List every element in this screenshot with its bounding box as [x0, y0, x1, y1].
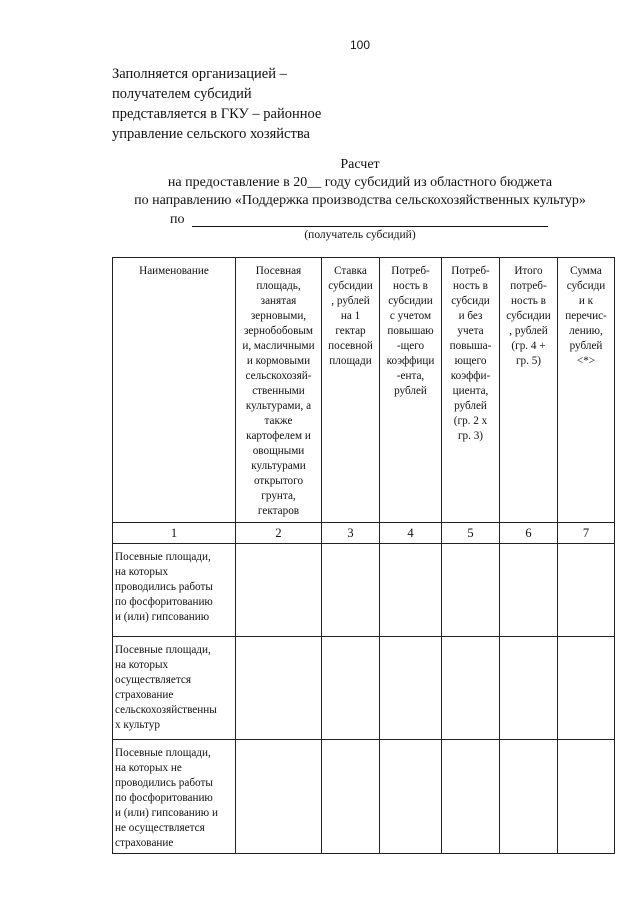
cell-line: субсиди: [451, 295, 490, 307]
cell-line: грунта,: [261, 490, 296, 502]
cell-line: Наименование: [139, 265, 209, 277]
cell-line: ность в: [393, 280, 428, 292]
empty-cell: [500, 544, 558, 637]
cell-line: культурами, а: [245, 400, 312, 412]
column-header: [558, 258, 615, 523]
empty-cell: [500, 637, 558, 740]
column-header: [380, 258, 442, 523]
empty-cell: [500, 740, 558, 854]
cell-line: и кормовыми: [246, 355, 311, 367]
cell-line: осуществляется: [115, 674, 191, 686]
cell-line: проводились работы: [115, 777, 213, 789]
cell-line: Потреб-: [391, 265, 430, 277]
cell-line: на которых: [115, 659, 169, 671]
cell-line: и (или) гипсованию и: [115, 807, 218, 819]
cell-line: на которых не: [115, 762, 182, 774]
cell-line: перечис-: [565, 310, 607, 322]
cell-line: субсидии: [506, 310, 551, 322]
recipient-underline: [192, 226, 548, 227]
empty-cell: [322, 740, 380, 854]
cell-line: повыша-: [449, 340, 492, 352]
cell-line: на которых: [115, 566, 169, 578]
empty-cell: [558, 637, 615, 740]
column-header: [500, 258, 558, 523]
column-number: 3: [322, 523, 380, 544]
cell-line: лению,: [569, 325, 603, 337]
recipient-prefix: по: [170, 212, 185, 227]
cell-line: и (или) гипсованию: [115, 611, 210, 623]
cell-line: также: [264, 415, 293, 427]
empty-cell: [322, 637, 380, 740]
cell-line: Ставка: [334, 265, 367, 277]
cell-line: и к: [578, 295, 594, 307]
cell-line: субсидии: [388, 295, 433, 307]
empty-cell: [322, 544, 380, 637]
cell-line: не осуществляется: [115, 822, 205, 834]
column-number: 5: [442, 523, 500, 544]
cell-line: (гр. 2 х: [453, 415, 488, 427]
cell-line: площади: [329, 355, 372, 367]
note-line: управление сельского хозяйства: [112, 126, 310, 142]
cell-line: зерновыми,: [250, 310, 307, 322]
cell-line: рублей: [394, 385, 427, 397]
cell-line: гр. 5): [515, 355, 542, 367]
cell-line: потреб-: [510, 280, 547, 292]
row-label: [113, 544, 236, 637]
cell-line: субсидии: [328, 280, 373, 292]
cell-line: рублей: [569, 340, 603, 352]
cell-line: площадь,: [256, 280, 301, 292]
cell-line: Посевные площади,: [115, 551, 211, 563]
cell-line: страхование: [115, 837, 174, 849]
cell-line: картофелем и: [246, 430, 311, 442]
cell-line: страхование: [115, 689, 174, 701]
cell-line: циента,: [452, 385, 489, 397]
cell-line: -ента,: [396, 370, 425, 382]
cell-line: учета: [457, 325, 484, 337]
column-number: 7: [558, 523, 615, 544]
cell-line: открытого: [253, 475, 304, 487]
empty-cell: [442, 637, 500, 740]
cell-line: (гр. 4 +: [511, 340, 546, 352]
empty-cell: [236, 740, 322, 854]
recipient-caption: (получатель субсидий): [304, 229, 416, 241]
column-number: 4: [380, 523, 442, 544]
empty-cell: [558, 740, 615, 854]
cell-line: овощными: [252, 445, 305, 457]
cell-line: ность в: [511, 295, 546, 307]
table-row: [113, 637, 615, 740]
heading-title: Расчет: [340, 157, 380, 172]
cell-line: сельскохозяй-: [245, 370, 312, 382]
heading-line: на предоставление в 20__ году субсидий из областного бюджета: [167, 175, 553, 190]
column-header: [113, 258, 236, 523]
cell-line: и, масличными: [242, 340, 315, 352]
column-number-row: [113, 523, 615, 544]
header-row: [113, 258, 615, 523]
cell-line: <*>: [576, 355, 596, 367]
cell-line: повышаю: [387, 325, 434, 337]
cell-line: Посевные площади,: [115, 644, 211, 656]
recipient-field: [170, 211, 570, 229]
cell-line: коэффици: [386, 355, 435, 367]
cell-line: и без: [458, 310, 483, 322]
empty-cell: [380, 544, 442, 637]
empty-cell: [236, 637, 322, 740]
column-number: 6: [500, 523, 558, 544]
table-row: [113, 544, 615, 637]
column-header: [442, 258, 500, 523]
cell-line: гектаров: [257, 505, 300, 517]
column-header: [236, 258, 322, 523]
empty-cell: [558, 544, 615, 637]
cell-line: ющего: [454, 355, 487, 367]
cell-line: Итого: [514, 265, 543, 277]
cell-line: , рублей: [331, 295, 370, 307]
cell-line: занятая: [260, 295, 297, 307]
cell-line: по фосфоритованию: [115, 596, 213, 608]
cell-line: рублей: [454, 400, 487, 412]
row-label: [113, 740, 236, 854]
cell-line: Сумма: [570, 265, 602, 277]
cell-line: по фосфоритованию: [115, 792, 213, 804]
cell-line: , рублей: [509, 325, 548, 337]
heading-line: по направлению «Поддержка производства сельскохозяйственных культур»: [134, 193, 586, 208]
table-row: [113, 740, 615, 854]
document-heading: [100, 156, 620, 210]
row-label: [113, 637, 236, 740]
cell-line: Потреб-: [451, 265, 490, 277]
cell-line: ность в: [453, 280, 488, 292]
cell-line: с учетом: [389, 310, 432, 322]
cell-line: сельскохозяйственны: [115, 704, 217, 716]
empty-cell: [380, 637, 442, 740]
column-number: 1: [113, 523, 236, 544]
column-number: 2: [236, 523, 322, 544]
cell-line: ственными: [252, 385, 305, 397]
cell-line: гектар: [335, 325, 366, 337]
note-line: Заполняется организацией –: [112, 66, 287, 82]
cell-line: Посевная: [255, 265, 302, 277]
empty-cell: [236, 544, 322, 637]
cell-line: х культур: [115, 719, 160, 731]
note-line: представляется в ГКУ – районное: [112, 106, 322, 122]
recipient-note: [112, 64, 432, 144]
cell-line: проводились работы: [115, 581, 213, 593]
cell-line: на 1: [340, 310, 361, 322]
column-header: [322, 258, 380, 523]
cell-line: зернобобовым: [243, 325, 313, 337]
cell-line: культурами: [251, 460, 306, 472]
cell-line: гр. 3): [457, 430, 484, 442]
cell-line: Посевные площади,: [115, 747, 211, 759]
cell-line: коэффи-: [450, 370, 491, 382]
subsidy-calculation-table: [112, 257, 615, 854]
note-line: получателем субсидий: [112, 86, 252, 102]
cell-line: субсиди: [566, 280, 606, 292]
empty-cell: [442, 740, 500, 854]
empty-cell: [442, 544, 500, 637]
cell-line: -щего: [396, 340, 425, 352]
empty-cell: [380, 740, 442, 854]
cell-line: посевной: [328, 340, 373, 352]
page-number: 100: [349, 38, 371, 52]
